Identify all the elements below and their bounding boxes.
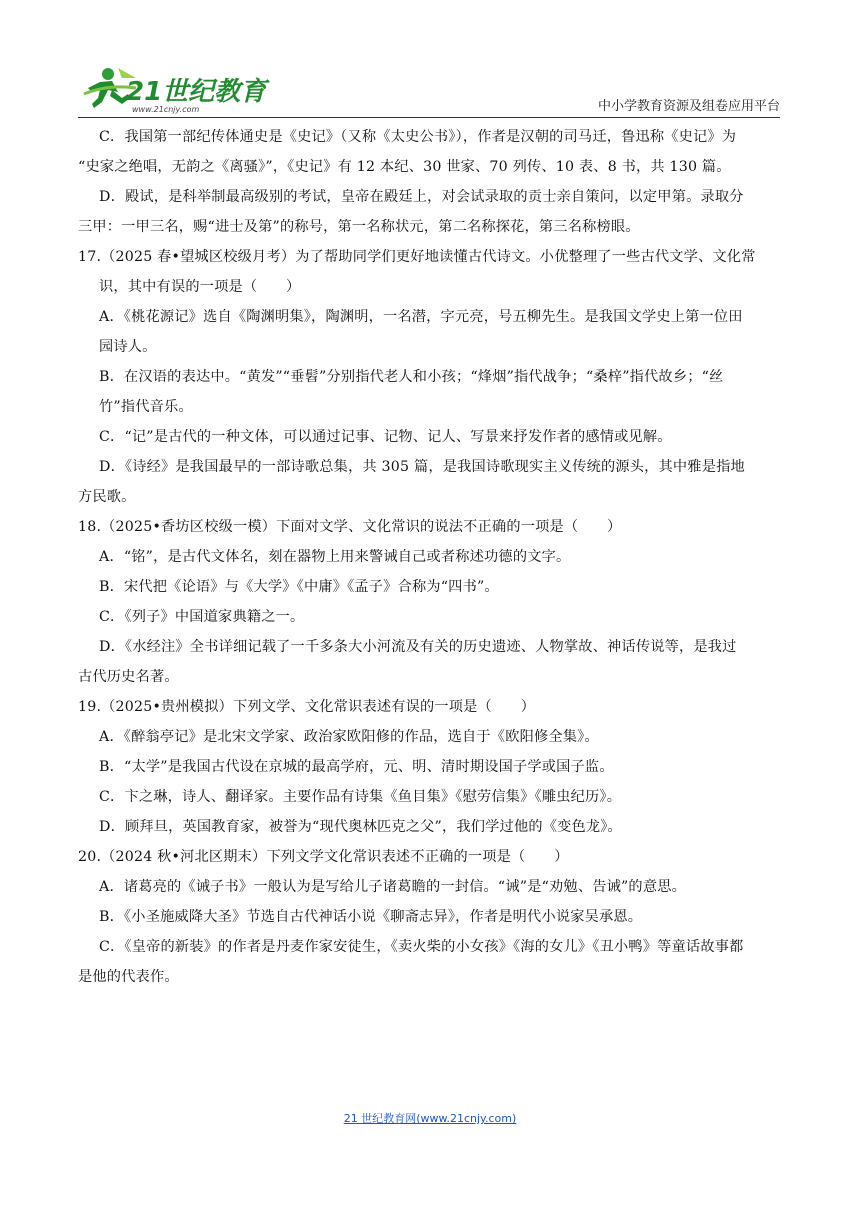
- option-b: B．“太学”是我国古代设在京城的最高学府，元、明、清时期设国子学或国子监。: [99, 759, 614, 775]
- text-line: 古代历史名著。: [78, 669, 179, 685]
- text-line: 识，其中有误的一项是（ ）: [99, 279, 301, 295]
- page-footer: [0, 1110, 860, 1126]
- text-line: 是他的代表作。: [78, 969, 179, 985]
- platform-name: 中小学教育资源及组卷应用平台: [597, 99, 780, 114]
- logo: [78, 64, 278, 116]
- footer-link[interactable]: 21 世纪教育网(www.21cnjy.com): [343, 1112, 517, 1125]
- option-c: C．卞之琳，诗人、翻译家。主要作品有诗集《鱼目集》《慰劳信集》《雕虫纪历》。: [99, 789, 622, 805]
- option-c: C．《皇帝的新装》的作者是丹麦作家安徒生，《卖火柴的小女孩》《海的女儿》《丑小鸭》等童话故事都: [99, 939, 744, 955]
- question-content: [78, 122, 780, 992]
- question-stem: 17.（2025 春•望城区校级月考）为了帮助同学们更好地读懂古代诗文。小优整理了一些古代文学、文化常: [78, 249, 756, 265]
- question-stem: 19.（2025•贵州模拟）下列文学、文化常识表述有误的一项是（ ）: [78, 699, 536, 715]
- option-a: A．《醉翁亭记》是北宋文学家、政治家欧阳修的作品，选自于《欧阳修全集》。: [99, 729, 599, 745]
- text-line: D．殿试，是科举制最高级别的考试，皇帝在殿廷上，对会试录取的贡士亲自策问，以定甲第。录取分: [99, 189, 744, 205]
- option-b: B．宋代把《论语》与《大学》《中庸》《孟子》合称为“四书”。: [99, 579, 499, 595]
- question-stem: 20.（2024 秋•河北区期末）下列文学文化常识表述不正确的一项是（ ）: [78, 849, 569, 865]
- option-b: B．《小圣施威降大圣》节选自古代神话小说《聊斋志异》，作者是明代小说家吴承恩。: [99, 909, 643, 925]
- text-line: “史家之绝唱，无韵之《离骚》”，《史记》有 12 本纪、30 世家、70 列传、10 表、8 书，共 130 篇。: [78, 159, 731, 175]
- question-stem: 18.（2025•香坊区校级一模）下面对文学、文化常识的说法不正确的一项是（ ）: [78, 519, 622, 535]
- option-d: D．《水经注》全书详细记载了一千多条大小河流及有关的历史遗迹、人物掌故、神话传说等，是我过: [99, 639, 737, 655]
- runner-logo-icon: [78, 64, 278, 116]
- text-line: 园诗人。: [99, 339, 157, 355]
- logo-text: 21世纪教育: [126, 77, 267, 107]
- option-c: C．“记”是古代的一种文体，可以通过记事、记物、记人、写景来抒发作者的感情或见解。: [99, 429, 672, 445]
- option-d: D．顾拜旦，英国教育家，被誉为“现代奥林匹克之父”，我们学过他的《变色龙》。: [99, 819, 622, 835]
- page-header: [78, 62, 780, 118]
- logo-url: www.21cnjy.com: [132, 105, 200, 114]
- option-b: B．在汉语的表达中。“黄发”“垂髫”分别指代老人和小孩；“烽烟”指代战争；“桑梓”指代故乡；“丝: [99, 369, 724, 385]
- text-line: 三甲：一甲三名，赐“进士及第”的称号，第一名称状元，第二名称探花，第三名称榜眼。: [78, 219, 640, 235]
- option-a: A．“铭”，是古代文体名，刻在器物上用来警诫自己或者称述功德的文字。: [99, 549, 571, 565]
- option-a: A．《桃花源记》选自《陶渊明集》，陶渊明，一名潜，字元亮，号五柳先生。是我国文学史上第一位田: [99, 309, 743, 325]
- option-d: D．《诗经》是我国最早的一部诗歌总集，共 305 篇，是我国诗歌现实主义传统的源头，其中雅是指地: [99, 459, 745, 475]
- text-line: 方民歌。: [78, 489, 136, 505]
- option-c: C．《列子》中国道家典籍之一。: [99, 609, 305, 625]
- text-line: 竹”指代音乐。: [99, 399, 193, 415]
- header-divider: [78, 117, 780, 118]
- text-line: C．我国第一部纪传体通史是《史记》（又称《太史公书》），作者是汉朝的司马迁，鲁迅称《史记》为: [99, 129, 737, 145]
- option-a: A．诸葛亮的《诫子书》一般认为是写给儿子诸葛瞻的一封信。“诫”是“劝勉、告诫”的意思。: [99, 879, 686, 895]
